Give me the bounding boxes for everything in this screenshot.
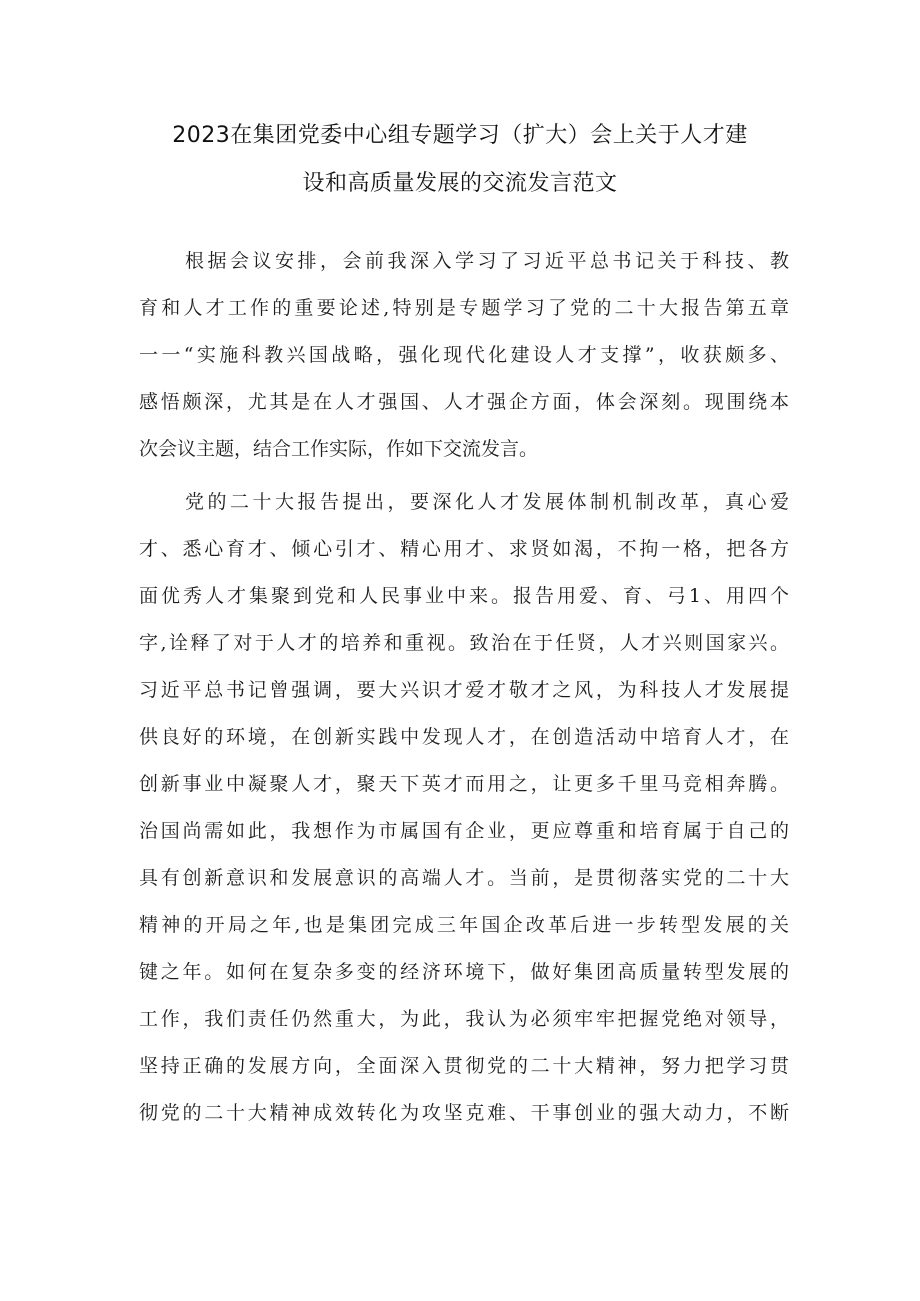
paragraph-line: 坚持正确的发展方向，全面深入贯彻党的二十大精神，努力把学习贯 bbox=[139, 1055, 789, 1077]
paragraph-line: 才、悉心育才、倾心引才、精心用才、求贤如渴，不拘一格，把各方 bbox=[139, 538, 789, 560]
paragraph-line: 根据会议安排，会前我深入学习了习近平总书记关于科技、教 bbox=[185, 250, 789, 272]
paragraph-line: 具有创新意识和发展意识的高端人才。当前，是贯彻落实党的二十大 bbox=[139, 867, 789, 889]
paragraph-line: 精神的开局之年,也是集团完成三年国企改革后进一步转型发展的关 bbox=[139, 914, 789, 936]
paragraph-line: 创新事业中凝聚人才，聚天下英才而用之，让更多千里马竞相奔腾。 bbox=[139, 773, 789, 795]
document-title-line-2: 设和高质量发展的交流发言范文 bbox=[302, 171, 618, 196]
paragraph-line: 一一“实施科教兴国战略，强化现代化建设人才支撑”，收获颇多、 bbox=[139, 344, 789, 366]
paragraph-line: 治国尚需如此，我想作为市属国有企业，更应尊重和培育属于自己的 bbox=[139, 820, 789, 842]
paragraph-line: 字,诠释了对于人才的培养和重视。致治在于任贤，人才兴则国家兴。 bbox=[139, 632, 789, 654]
paragraph-line: 育和人才工作的重要论述,特别是专题学习了党的二十大报告第五章 bbox=[139, 297, 789, 319]
document-title-line-1: 2023在集团党委中心组专题学习（扩大）会上关于人才建 bbox=[172, 123, 748, 148]
paragraph-line: 习近平总书记曾强调，要大兴识才爱才敬才之风，为科技人才发展提 bbox=[139, 679, 789, 701]
paragraph-2 bbox=[139, 479, 789, 1137]
paragraph-line: 键之年。如何在复杂多变的经济环境下，做好集团高质量转型发展的 bbox=[139, 961, 789, 983]
paragraph-line: 感悟颇深，尤其是在人才强国、人才强企方面，体会深刻。现围绕本 bbox=[139, 391, 789, 413]
paragraph-line: 彻党的二十大精神成效转化为攻坚克难、干事创业的强大动力，不断 bbox=[139, 1102, 789, 1124]
paragraph-line: 次会议主题，结合工作实际，作如下交流发言。 bbox=[139, 438, 539, 460]
paragraph-1 bbox=[139, 238, 789, 473]
paragraph-line: 面优秀人才集聚到党和人民事业中来。报告用爱、育、弓1、用四个 bbox=[139, 585, 789, 607]
paragraph-line: 供良好的环境，在创新实践中发现人才，在创造活动中培育人才，在 bbox=[139, 726, 789, 748]
paragraph-line: 党的二十大报告提出，要深化人才发展体制机制改革，真心爱 bbox=[185, 491, 789, 513]
paragraph-line: 工作，我们责任仍然重大，为此，我认为必须牢牢把握党绝对领导， bbox=[139, 1008, 789, 1030]
document-body bbox=[139, 238, 789, 1143]
